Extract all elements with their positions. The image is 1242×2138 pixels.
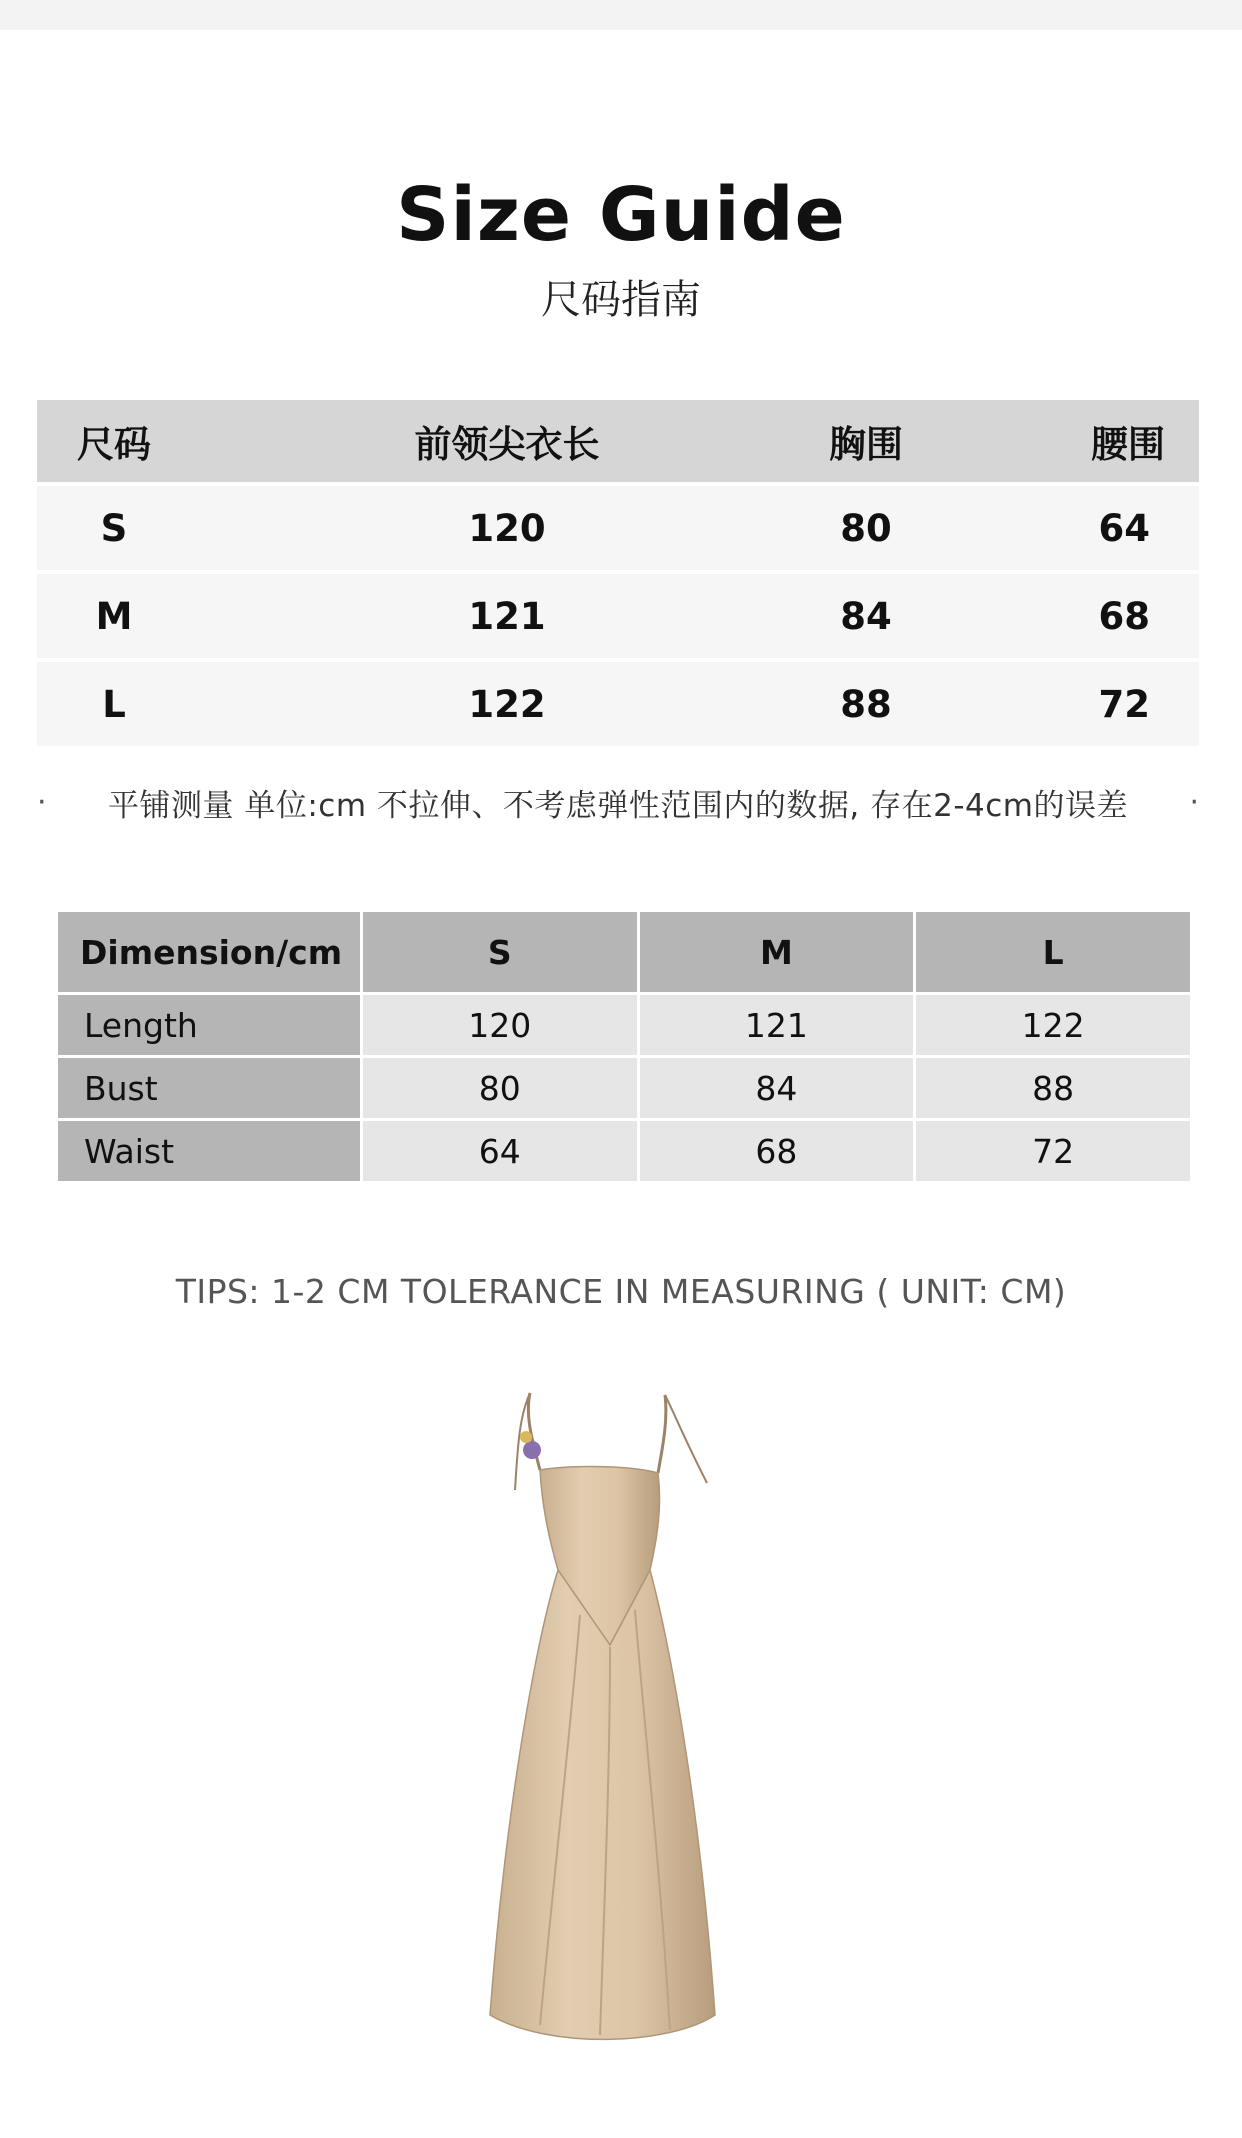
cn-cell-length: 120 [468, 506, 546, 550]
dress-photo [470, 1385, 750, 2075]
cn-header-waist: 腰围 [1091, 423, 1165, 466]
table-row [58, 1058, 1190, 1118]
cn-cell-bust: 80 [840, 506, 892, 550]
en-cell: 121 [640, 995, 914, 1055]
en-row-label: Waist [58, 1121, 360, 1181]
cn-cell-bust: 88 [840, 682, 892, 726]
table-row [37, 486, 1199, 570]
en-header-size-l: L [916, 912, 1190, 992]
en-cell: 80 [363, 1058, 637, 1118]
en-cell: 122 [916, 995, 1190, 1055]
cn-table-header [37, 400, 1199, 482]
table-row [37, 574, 1199, 658]
en-cell: 84 [640, 1058, 914, 1118]
cn-header-size: 尺码 [77, 423, 151, 466]
en-table-header [58, 912, 1190, 992]
right-strap [658, 1395, 666, 1473]
cn-cell-size: M [95, 594, 133, 638]
cn-cell-length: 121 [468, 594, 546, 638]
cn-cell-waist: 72 [1098, 682, 1150, 726]
en-cell: 68 [640, 1121, 914, 1181]
bullet-left: · [37, 785, 47, 820]
en-header-size-s: S [363, 912, 637, 992]
en-cell: 88 [916, 1058, 1190, 1118]
table-row [37, 662, 1199, 746]
en-row-label: Length [58, 995, 360, 1055]
top-bar [0, 0, 1242, 30]
flower-bud [520, 1431, 532, 1443]
bullet-right: · [1189, 785, 1199, 820]
en-size-table [55, 909, 1193, 1184]
en-cell: 120 [363, 995, 637, 1055]
en-cell: 72 [916, 1121, 1190, 1181]
cn-header-length: 前领尖衣长 [414, 423, 600, 466]
en-header-corner: Dimension/cm [58, 912, 360, 992]
table-row [58, 995, 1190, 1055]
page-subtitle: 尺码指南 [541, 277, 701, 323]
cn-cell-bust: 84 [840, 594, 892, 638]
table-row [58, 1121, 1190, 1181]
cn-cell-waist: 68 [1098, 594, 1150, 638]
cn-cell-waist: 64 [1098, 506, 1150, 550]
cn-cell-size: L [102, 682, 126, 726]
flower-brooch [523, 1441, 541, 1459]
en-header-size-m: M [640, 912, 914, 992]
en-row-label: Bust [58, 1058, 360, 1118]
right-tie [665, 1395, 707, 1483]
tips-text: TIPS: 1-2 CM TOLERANCE IN MEASURING ( UNIT: CM) [175, 1272, 1067, 1311]
measurement-note-text: 平铺测量 单位:cm 不拉伸、不考虑弹性范围内的数据, 存在2-4cm的误差 [108, 788, 1128, 824]
cn-cell-length: 122 [468, 682, 546, 726]
dress-illustration [470, 1385, 750, 2075]
cn-cell-size: S [100, 506, 128, 550]
cn-size-table [37, 400, 1199, 750]
measurement-note [37, 780, 1199, 825]
page-title: Size Guide [396, 172, 846, 258]
cn-header-bust: 胸围 [829, 423, 903, 466]
en-cell: 64 [363, 1121, 637, 1181]
